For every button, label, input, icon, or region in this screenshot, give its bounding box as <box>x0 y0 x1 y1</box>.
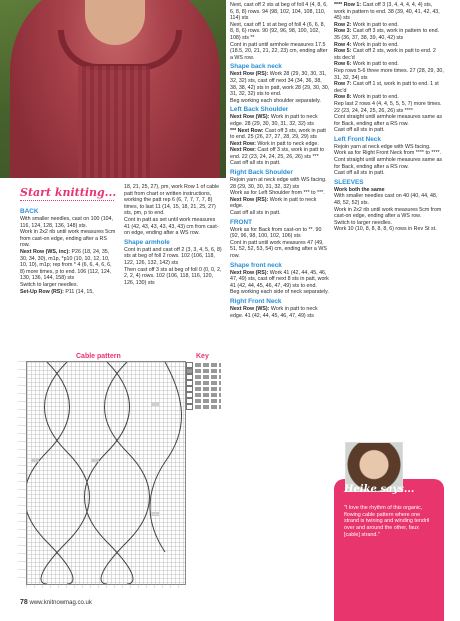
col4-para-1-label: **** Row 1: <box>334 2 362 8</box>
chart-row-numbers <box>18 361 26 583</box>
back-para-2: Work in 2x2 rib until work measures 5cm from cast-on edge, ending after a RS row. <box>20 229 116 249</box>
col3-para-8-label: Next Row: <box>230 140 256 147</box>
col4-para-18: With smaller needles cast on 40 (40, 44, 48, 48, 52, 52) sts. <box>334 193 438 207</box>
key-label-line <box>195 363 221 367</box>
designer-quote-text: "I love the rhythm of this organic, flowing cable pattern where one strand is twining and winding tendril over and around the other, faux [cable] strand." <box>344 505 430 538</box>
col4-para-6-text: Work in patt to end. <box>351 61 399 68</box>
column-3 <box>230 2 330 319</box>
back-para-5-label: Set-Up Row (RS): <box>20 288 64 295</box>
column-1 <box>20 206 116 295</box>
shape-back-neck-heading: Shape back neck <box>230 63 282 71</box>
title-divider <box>20 200 114 201</box>
back-para-3 <box>20 249 116 282</box>
col3-para-19-label: Next Row (WS): <box>230 305 270 312</box>
col3-para-6-text: Work in patt to neck edge. 28 (29, 30, 30, 31, 32, 32) sts <box>230 114 318 127</box>
col3-para-13-label: Next Row (RS): <box>230 196 269 203</box>
col3-para-13-text: Work in patt to neck edge. <box>230 196 317 210</box>
col3-para-17-label: Next Row (RS): <box>230 269 269 276</box>
key-item <box>186 404 222 410</box>
chart-key <box>186 362 222 410</box>
col4-para-5-text: Cast off 2 sts, work in patt to end. 2 sts dec'd <box>334 48 436 61</box>
col4-para-14: Work as for Right Front Neck from **** to ****. <box>334 150 442 157</box>
col3-para-1: Next, cast off 2 sts at beg of foll 4 (4, 8, 6, 6, 8, 8) rows. 94 (98, 102, 104, 108, 110, 114) sts <box>230 2 328 22</box>
col4-para-7: Rep rows 5-6 three more times. 27 (28, 29, 30, 31, 32, 34) sts <box>334 67 444 81</box>
key-swatch <box>186 404 193 410</box>
col4-para-1-text: Cast off 3 (3, 4, 4, 4, 4, 4) sts, work in pattern to end. 38 (39, 40, 41, 42, 43, 45) sts <box>334 2 440 22</box>
key-label-line <box>195 369 221 373</box>
col3-para-2: Next, cast off 1 st at beg of foll 4 (6, 6, 8, 8, 8, 6) rows. 90 (92, 96, 98, 100, 102, 108) sts ** <box>230 21 326 41</box>
col4-para-3-text: Cast off 3 sts, work in pattern to end. 35 (36, 37, 38, 39, 40, 42) sts <box>334 28 440 41</box>
key-label-line <box>195 387 221 391</box>
sleeves-heading: SLEEVES <box>334 178 364 186</box>
col3-para-16: Cont in patt until work measures 47 (49, 51, 52, 52, 53, 54) cm, ending after a WS row. <box>230 239 327 259</box>
back-para-5 <box>20 289 116 296</box>
cable-panel-shape <box>78 66 150 178</box>
column-4 <box>334 2 444 233</box>
left-front-neck-heading: Left Front Neck <box>334 135 381 143</box>
col3-para-7-label: *** Next Row: <box>230 127 264 134</box>
col3-para-14: Cast off all sts in patt. <box>230 210 281 217</box>
col4-para-3 <box>334 28 444 41</box>
col3-para-18: Beg working each side of neck separately. <box>230 289 329 296</box>
col4-para-9 <box>334 94 444 101</box>
col4-para-2-text: Work in patt to end. <box>351 21 399 28</box>
back-para-4: Switch to larger needles. <box>20 281 79 288</box>
col4-para-9-text: Work in patt to end. <box>351 94 399 101</box>
page-number: 78 <box>20 599 28 606</box>
col2-para-2: Cont in patt as set until work measures 41 (42, 43, 43, 43, 43, 43) cm from cast-on edge, ending after a WS row. <box>124 216 219 237</box>
col3-para-6-label: Next Row (WS): <box>230 114 270 121</box>
col4-para-5 <box>334 48 444 61</box>
col4-para-9-label: Row 8: <box>334 94 352 101</box>
col4-para-20: Switch to larger needles. <box>334 219 393 226</box>
col4-para-8 <box>334 81 444 94</box>
col2-para-4: Then cast off 3 sts at beg of foll 0 (0, 0, 2, 2, 2, 4) rows. 102 (106, 118, 116, 120, 126, 130) sts <box>124 266 222 286</box>
front-heading: FRONT <box>230 218 253 226</box>
col4-para-15: Cont straight until armhole measures same as for Back, ending after a RS row. <box>334 157 443 170</box>
col3-para-12: Work as for Left Shoulder from *** to ***. <box>230 190 325 197</box>
col4-para-6-label: Row 6: <box>334 61 352 68</box>
col4-para-8-label: Row 7: <box>334 81 352 88</box>
col3-para-8 <box>230 141 330 148</box>
col4-para-8-text: Cast off 1 st, work in patt to end. 1 st dec'd <box>334 81 439 94</box>
designer-quote-box <box>334 479 444 621</box>
col3-para-17 <box>230 270 330 290</box>
col3-para-7-text: Cast off 3 sts, work in patt to end. 25 (26, 27, 27, 28, 29, 29) sts <box>230 127 326 141</box>
col4-para-12: Cast off all sts in patt. <box>334 127 385 134</box>
col4-para-17: Work both the same <box>334 186 385 193</box>
left-back-shoulder-heading: Left Back Shoulder <box>230 106 289 114</box>
col3-para-8-text: Work in patt to neck edge. <box>255 140 319 147</box>
col3-para-3: Cont in patt until armhole measures 17.5 (18.5, 20, 21, 21, 22, 23) cm, ending after a WS row. <box>230 41 328 61</box>
col3-para-19-text: Work in patt to neck edge. 41 (42, 44, 45, 46, 47, 49) sts <box>230 305 318 319</box>
col4-para-16: Cast off all sts in patt. <box>334 170 385 177</box>
col3-para-6 <box>230 114 330 127</box>
col3-para-4 <box>230 71 330 97</box>
chart-stitch-numbers <box>26 584 184 588</box>
col4-para-11: Cont straight until armhole measures same as for Back, ending after a RS row. <box>334 114 443 127</box>
right-back-shoulder-heading: Right Back Shoulder <box>230 169 293 177</box>
col3-para-13 <box>230 197 330 210</box>
back-para-3-label: Next Row (WS, inc): <box>20 248 71 255</box>
col4-para-4 <box>334 42 444 49</box>
col4-para-2-label: Row 2: <box>334 21 352 28</box>
key-label-line <box>195 381 221 385</box>
start-knitting-title: Start knitting... <box>20 186 117 199</box>
shape-front-neck-heading: Shape front neck <box>230 261 282 269</box>
col3-para-9-label: Next Row: <box>230 147 256 154</box>
cable-chart-pattern <box>27 362 185 584</box>
col4-para-19: Work in 2x2 rib until work measures 5cm from cast-on edge, ending after a WS row. <box>334 206 442 220</box>
col4-para-13: Rejoin yarn at neck edge with WS facing. <box>334 143 431 150</box>
shape-armhole-heading: Shape armhole <box>124 238 170 246</box>
back-para-5-text: P11 (14, 15, <box>63 288 94 295</box>
back-heading: BACK <box>20 208 39 215</box>
col3-para-4-label: Next Row (RS): <box>230 71 269 78</box>
key-label-line <box>195 375 221 379</box>
col3-para-7 <box>230 128 330 141</box>
key-label-line <box>195 393 221 397</box>
col3-para-15: Work as for Back from cast-on to **. 90 (92, 96, 98, 100, 102, 106) sts <box>230 226 322 240</box>
col2-para-1: 18, 21, 25, 27), pm, work Row 1 of cable patt from chart or written instructions, working the patt rep 6 (6, 7, 7, 7, 7, 8) times, to last 11 (14, 15, 18, 21, 25, 27) sts, pm, p to end. <box>124 184 220 217</box>
col2-para-3: Cont in patt and cast off 2 (3, 3, 4, 5, 6, 8) sts at beg of foll 2 rows. 102 (106, 118, 122, 126, 132, 142) sts <box>124 246 222 266</box>
key-label-line <box>195 399 221 403</box>
col4-para-5-label: Row 5: <box>334 48 352 55</box>
col4-para-2 <box>334 22 444 29</box>
col4-para-1 <box>334 2 444 22</box>
back-para-1: With smaller needles, cast on 100 (104, 116, 124, 128, 136, 148) sts. <box>20 216 114 229</box>
col4-para-21: Work 10 (10, 8, 8, 8, 8, 6) rows in Rev St st. <box>334 226 437 233</box>
col4-para-10: Rep last 2 rows 4 (4, 4, 5, 5, 5, 7) more times. 22 (23, 24, 24, 25, 26, 26) sts **** <box>334 100 442 114</box>
right-front-neck-heading: Right Front Neck <box>230 297 282 305</box>
column-2 <box>124 184 222 286</box>
chart-title: Cable pattern <box>76 353 121 360</box>
cable-chart-grid <box>26 361 186 585</box>
col4-para-4-text: Work in patt to end. <box>351 41 399 48</box>
col3-para-4-text: Work 28 (29, 30, 30, 31, 32, 32) sts, cast off next 34 (34, 36, 38, 38, 38, 42) sts in patt, work 28 (29, 30, 30, 31, 32, 32) sts to end. <box>230 71 330 98</box>
col3-para-9-text: Cast off 3 sts, work in patt to end. 22 (23, 24, 24, 25, 26, 26) sts *** <box>230 147 325 160</box>
col3-para-9 <box>230 147 330 160</box>
col4-para-4-label: Row 4: <box>334 41 352 48</box>
col4-para-3-label: Row 3: <box>334 28 352 35</box>
key-label-line <box>195 405 221 409</box>
back-para-3-text: P26 (18, 24, 35, 30, 34, 30), m1p, *p10 (10, 10, 12, 10, 10, 10), m1p; rep from * 4 (6, 6, 4, 6, 6, 8) more times, p to end. 106 (112, 124, 130, 136, 144, 158) sts <box>20 248 112 282</box>
col3-para-17-text: Work 41 (42, 44, 45, 46, 47, 49) sts, cast off next 8 sts in patt, work 41 (42, 44, 45, 46, 47, 49) sts to end. <box>230 269 329 289</box>
col4-para-6 <box>334 61 444 68</box>
key-title: Key <box>196 353 209 360</box>
col3-para-11: Rejoin yarn at neck edge with WS facing. 28 (29, 30, 30, 31, 32, 32) sts <box>230 177 327 190</box>
col3-para-10: Cast off all sts in patt. <box>230 160 281 167</box>
col3-para-19 <box>230 306 330 319</box>
website-url: www.knitnowmag.co.uk <box>29 600 92 606</box>
col3-para-5: Beg working each shoulder separately. <box>230 97 321 104</box>
page-footer <box>20 599 92 606</box>
designer-quote-title: Heike says... <box>344 484 415 495</box>
sweater-photo <box>0 0 226 178</box>
